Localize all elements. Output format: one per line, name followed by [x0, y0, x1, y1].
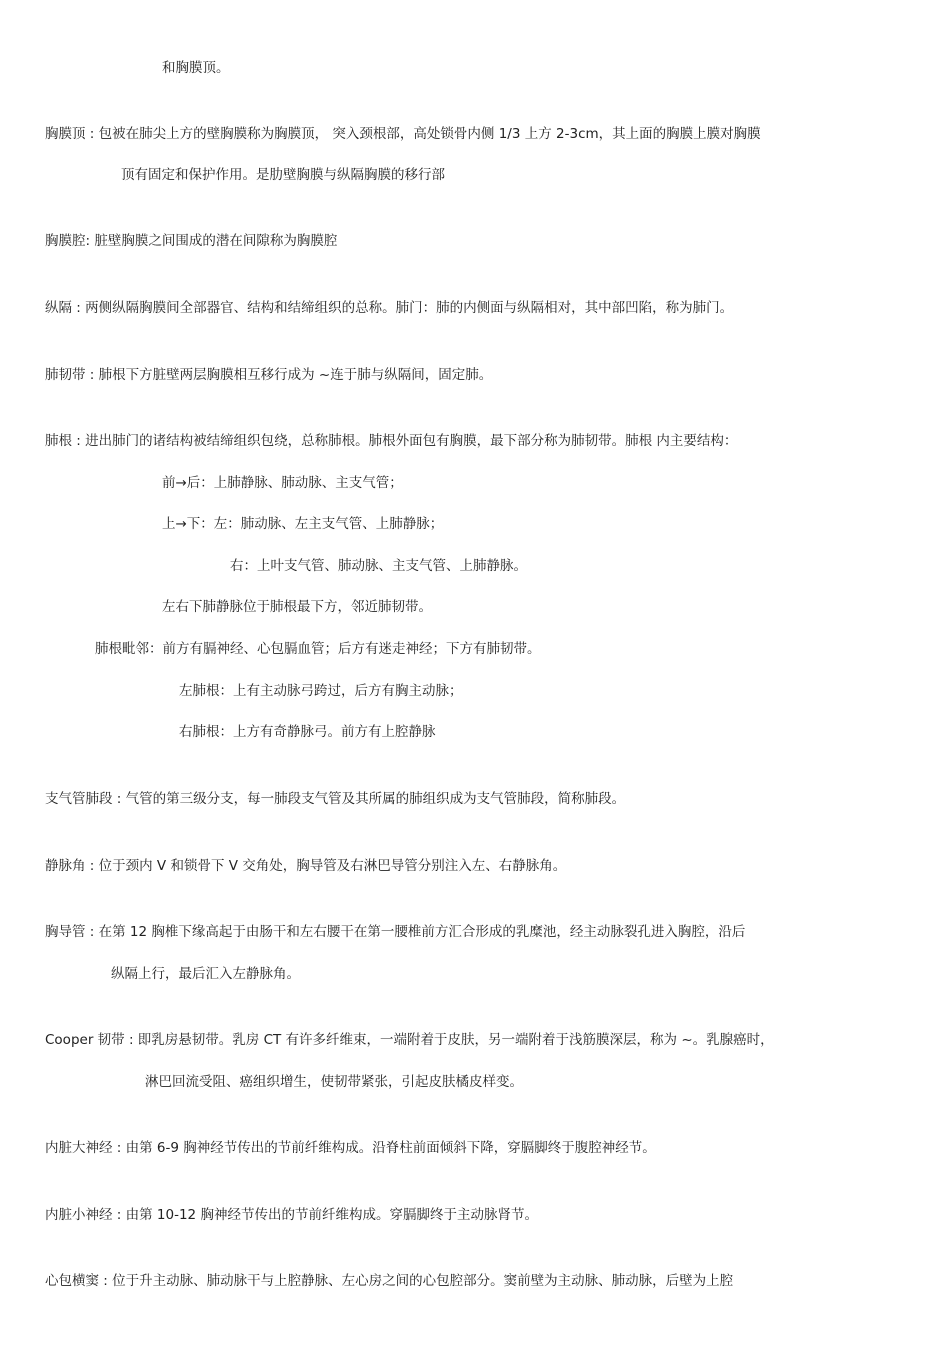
text-line: 肺根毗邻：前方有膈神经、心包膈血管；后方有迷走神经；下方有肺韧带。: [95, 641, 541, 657]
text-line: 淋巴回流受阻、癌组织增生，使韧带紧张，引起皮肤橘皮样变。: [145, 1074, 523, 1090]
text-line: 和胸膜顶。: [162, 60, 230, 76]
text-line: 静脉角 : 位于颈内 V 和锁骨下 V 交角处，胸导管及右淋巴导管分别注入左、右静脉角。: [45, 858, 567, 874]
text-line: 心包横窦 : 位于升主动脉、肺动脉干与上腔静脉、左心房之间的心包腔部分。窦前壁为主动脉、肺动脉，后壁为上腔: [45, 1273, 734, 1289]
text-line: 内脏小神经 : 由第 10-12 胸神经节传出的节前纤维构成。穿膈脚终于主动脉肾节。: [45, 1207, 538, 1223]
text-line: 前→后：上肺静脉、肺动脉、主支气管；: [162, 475, 403, 491]
text-line: 肺韧带 : 肺根下方脏壁两层胸膜相互移行成为 ~连于肺与纵隔间，固定肺。: [45, 367, 493, 383]
text-line: 左肺根：上有主动脉弓跨过，后方有胸主动脉；: [179, 683, 463, 699]
text-line: 右肺根：上方有奇静脉弓。前方有上腔静脉: [179, 724, 436, 740]
text-line: Cooper 韧带 : 即乳房悬韧带。乳房 CT 有许多纤维束，一端附着于皮肤，另一端附着于浅筋膜深层，称为 ~。乳腺癌时，: [45, 1032, 774, 1048]
text-line: 右：上叶支气管、肺动脉、主支气管、上肺静脉。: [230, 558, 527, 574]
text-line: 胸膜腔: 脏壁胸膜之间围成的潜在间隙称为胸膜腔: [45, 233, 338, 249]
text-line: 上→下：左：肺动脉、左主支气管、上肺静脉；: [162, 516, 444, 532]
text-line: 纵隔 : 两侧纵隔胸膜间全部器官、结构和结缔组织的总称。肺门：肺的内侧面与纵隔相对，其中部凹陷，称为肺门。: [45, 300, 734, 316]
text-line: 胸膜顶 : 包被在肺尖上方的壁胸膜称为胸膜顶， 突入颈根部，高处锁骨内侧 1/3 上方 2-3cm，其上面的胸膜上膜对胸膜: [45, 126, 761, 142]
text-line: 胸导管 : 在第 12 胸椎下缘高起于由肠干和左右腰干在第一腰椎前方汇合形成的乳糜池，经主动脉裂孔进入胸腔，沿后: [45, 924, 746, 940]
text-line: 纵隔上行，最后汇入左静脉角。: [111, 966, 300, 982]
text-line: 左右下肺静脉位于肺根最下方，邻近肺韧带。: [162, 599, 432, 615]
text-line: 顶有固定和保护作用。是肋壁胸膜与纵隔胸膜的移行部: [121, 167, 445, 183]
text-line: 支气管肺段 : 气管的第三级分支，每一肺段支气管及其所属的肺组织成为支气管肺段，简称肺段。: [45, 791, 626, 807]
text-line: 肺根 : 进出肺门的诸结构被结缔组织包绕，总称肺根。肺根外面包有胸膜，最下部分称为肺韧带。肺根 内主要结构：: [45, 433, 738, 449]
text-line: 内脏大神经 : 由第 6-9 胸神经节传出的节前纤维构成。沿脊柱前面倾斜下降，穿膈脚终于腹腔神经节。: [45, 1140, 656, 1156]
